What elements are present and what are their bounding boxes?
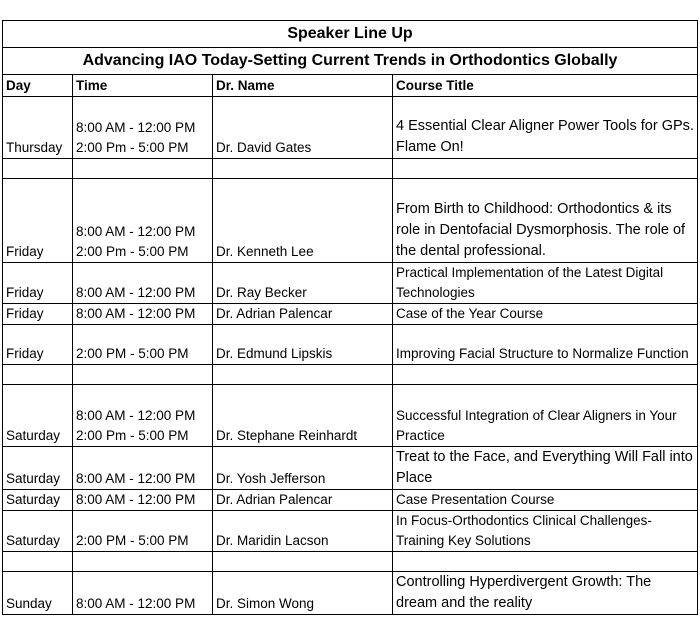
time-cell: 8:00 AM - 12:00 PM — [73, 490, 213, 511]
header-day: Day — [3, 75, 73, 97]
subtitle-row — [3, 48, 698, 75]
header-name: Dr. Name — [213, 75, 393, 97]
speaker-lineup-sheet — [2, 20, 697, 615]
course-cell: Successful Integration of Clear Aligners in Your Practice — [393, 385, 698, 447]
table-row — [3, 572, 698, 615]
time-cell: 8:00 AM - 12:00 PM 2:00 Pm - 5:00 PM — [73, 97, 213, 159]
time-cell: 2:00 PM - 5:00 PM — [73, 325, 213, 365]
table-row — [3, 385, 698, 447]
table-row — [3, 179, 698, 263]
time-cell: 8:00 AM - 12:00 PM — [73, 263, 213, 304]
sheet-title: Speaker Line Up — [3, 21, 698, 48]
day-cell: Saturday — [3, 490, 73, 511]
title-row — [3, 21, 698, 48]
day-cell: Friday — [3, 304, 73, 325]
name-cell: Dr. Maridin Lacson — [213, 511, 393, 552]
name-cell: Dr. Stephane Reinhardt — [213, 385, 393, 447]
sheet-subtitle: Advancing IAO Today-Setting Current Trends in Orthodontics Globally — [3, 48, 698, 75]
name-cell: Dr. Edmund Lipskis — [213, 325, 393, 365]
time-cell: 8:00 AM - 12:00 PM 2:00 Pm - 5:00 PM — [73, 179, 213, 263]
day-cell: Saturday — [3, 447, 73, 490]
course-cell: Practical Implementation of the Latest Digital Technologies — [393, 263, 698, 304]
table-row — [3, 490, 698, 511]
spacer-row — [3, 365, 698, 385]
header-time: Time — [73, 75, 213, 97]
table-row — [3, 447, 698, 490]
spacer-row — [3, 159, 698, 179]
name-cell: Dr. Kenneth Lee — [213, 179, 393, 263]
name-cell: Dr. Adrian Palencar — [213, 490, 393, 511]
course-cell: In Focus-Orthodontics Clinical Challenges-Training Key Solutions — [393, 511, 698, 552]
name-cell: Dr. Simon Wong — [213, 572, 393, 615]
course-cell: Case of the Year Course — [393, 304, 698, 325]
time-cell: 8:00 AM - 12:00 PM — [73, 304, 213, 325]
course-cell: Improving Facial Structure to Normalize Function — [393, 325, 698, 365]
course-cell: 4 Essential Clear Aligner Power Tools for GPs. Flame On! — [393, 97, 698, 159]
day-cell: Saturday — [3, 385, 73, 447]
time-cell: 8:00 AM - 12:00 PM — [73, 572, 213, 615]
name-cell: Dr. Adrian Palencar — [213, 304, 393, 325]
day-cell: Saturday — [3, 511, 73, 552]
course-cell: Treat to the Face, and Everything Will Fall into Place — [393, 447, 698, 490]
speaker-table — [2, 20, 698, 615]
header-row — [3, 75, 698, 97]
course-cell: Controlling Hyperdivergent Growth: The dream and the reality — [393, 572, 698, 615]
day-cell: Friday — [3, 263, 73, 304]
table-row — [3, 304, 698, 325]
name-cell: Dr. David Gates — [213, 97, 393, 159]
day-cell: Friday — [3, 325, 73, 365]
spacer-row — [3, 552, 698, 572]
table-row — [3, 97, 698, 159]
course-cell: From Birth to Childhood: Orthodontics & its role in Dentofacial Dysmorphosis. The role of the dental professional. — [393, 179, 698, 263]
name-cell: Dr. Ray Becker — [213, 263, 393, 304]
time-cell: 8:00 AM - 12:00 PM — [73, 447, 213, 490]
day-cell: Thursday — [3, 97, 73, 159]
table-row — [3, 511, 698, 552]
day-cell: Friday — [3, 179, 73, 263]
table-row — [3, 263, 698, 304]
name-cell: Dr. Yosh Jefferson — [213, 447, 393, 490]
day-cell: Sunday — [3, 572, 73, 615]
time-cell: 8:00 AM - 12:00 PM 2:00 Pm - 5:00 PM — [73, 385, 213, 447]
table-row — [3, 325, 698, 365]
header-course: Course Title — [393, 75, 698, 97]
course-cell: Case Presentation Course — [393, 490, 698, 511]
time-cell: 2:00 PM - 5:00 PM — [73, 511, 213, 552]
